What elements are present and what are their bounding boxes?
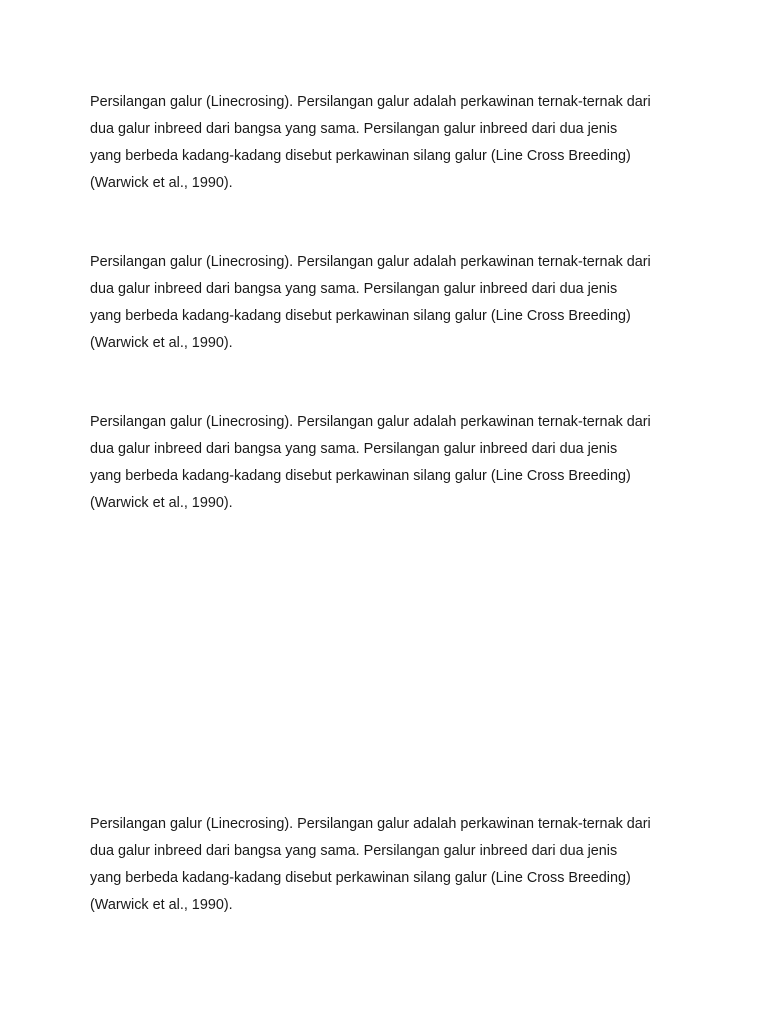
paragraph-line: Persilangan galur (Linecrosing). Persilangan galur adalah perkawinan ternak-ternak dari	[90, 816, 651, 832]
paragraph-line: Persilangan galur (Linecrosing). Persilangan galur adalah perkawinan ternak-ternak dari	[90, 94, 651, 110]
paragraph-line: Persilangan galur (Linecrosing). Persilangan galur adalah perkawinan ternak-ternak dari	[90, 414, 651, 430]
paragraph-line: dua galur inbreed dari bangsa yang sama. Persilangan galur inbreed dari dua jenis	[90, 121, 618, 137]
paragraph	[90, 89, 690, 197]
paragraph-line: (Warwick et al., 1990).	[90, 897, 233, 913]
paragraph-line: dua galur inbreed dari bangsa yang sama. Persilangan galur inbreed dari dua jenis	[90, 843, 618, 859]
paragraph-line: (Warwick et al., 1990).	[90, 495, 233, 511]
paragraph-line: yang berbeda kadang-kadang disebut perkawinan silang galur (Line Cross Breeding)	[90, 468, 631, 484]
paragraph-line: (Warwick et al., 1990).	[90, 175, 233, 191]
paragraph-line: dua galur inbreed dari bangsa yang sama. Persilangan galur inbreed dari dua jenis	[90, 281, 618, 297]
paragraph-line: (Warwick et al., 1990).	[90, 335, 233, 351]
paragraph	[90, 409, 690, 517]
paragraph-line: yang berbeda kadang-kadang disebut perkawinan silang galur (Line Cross Breeding)	[90, 148, 631, 164]
paragraph	[90, 811, 690, 919]
paragraph-line: yang berbeda kadang-kadang disebut perkawinan silang galur (Line Cross Breeding)	[90, 870, 631, 886]
paragraph	[90, 249, 690, 357]
paragraph-line: dua galur inbreed dari bangsa yang sama. Persilangan galur inbreed dari dua jenis	[90, 441, 618, 457]
paragraph-line: Persilangan galur (Linecrosing). Persilangan galur adalah perkawinan ternak-ternak dari	[90, 254, 651, 270]
paragraph-line: yang berbeda kadang-kadang disebut perkawinan silang galur (Line Cross Breeding)	[90, 308, 631, 324]
